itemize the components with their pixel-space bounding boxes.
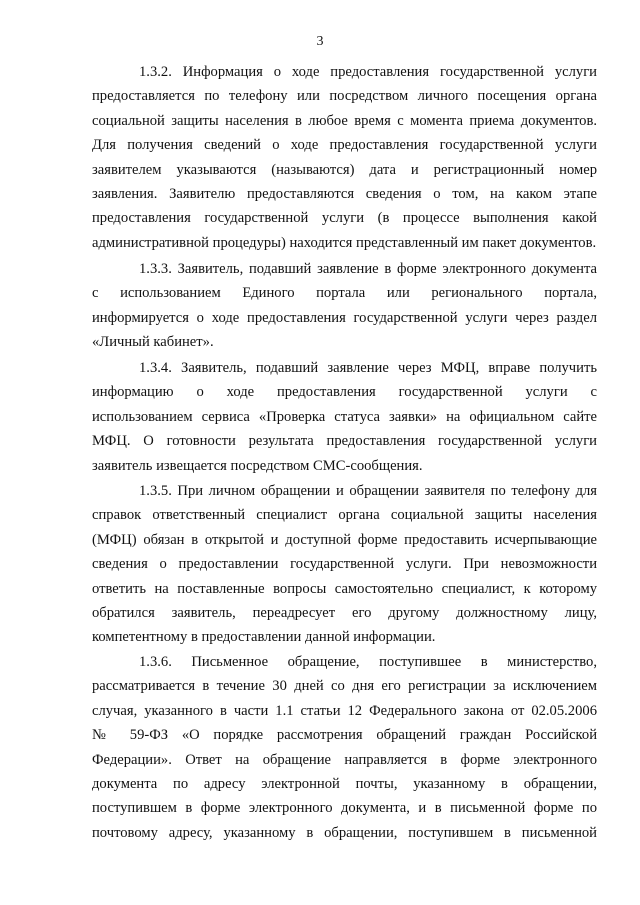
text-line: использованием сервиса «Проверка статуса заявки» на официальном сайте [92,408,597,425]
paragraph-1-3-2 [92,60,597,255]
text-line: № 59-ФЗ «О порядке рассмотрения обращений граждан Российской [92,727,597,744]
text-line: 1.3.4. Заявитель, подавший заявление через МФЦ, вправе получить [139,360,597,376]
text-line: 1.3.6. Письменное обращение, поступившее в министерство, [139,654,597,670]
text-line: документа по адресу электронной почты, указанному в обращении, [92,775,597,792]
paragraph-1-3-6 [92,650,597,845]
text-line: обратился заявитель, переадресует его другому должностному лицу, [92,604,597,621]
page-number: 3 [316,34,324,49]
text-line: административной процедуры) находится представленный им пакет документов. [92,234,597,251]
text-line: предоставления государственной услуги (в процессе выполнения какой [92,210,597,227]
text-line: заявитель извещается посредством СМС-сообщения. [92,457,423,474]
text-line: заявления. Заявителю предоставляются сведения о том, на каком этапе [92,185,597,202]
text-line: с использованием Единого портала или регионального портала, [92,285,597,302]
text-line: социальной защиты населения в любое время с момента приема документов. [92,112,597,129]
text-line: информацию о ходе предоставления государственной услуги с [92,384,597,401]
text-line: информируется о ходе предоставления государственной услуги через раздел [92,309,597,326]
text-line: заявителем указываются (называются) дата и регистрационный номер [92,161,597,178]
text-line: случая, указанного в части 1.1 статьи 12 Федерального закона от 02.05.2006 [92,702,597,719]
text-line: 1.3.3. Заявитель, подавший заявление в форме электронного документа [139,261,597,277]
text-line: сведения о предоставлении государственной услуги. При невозможности [92,556,597,573]
text-line: рассматривается в течение 30 дней со дня его регистрации за исключением [92,678,597,695]
text-line: (МФЦ) обязан в открытой и доступной форме предоставить исчерпывающие [92,531,597,548]
text-line: Федерации». Ответ на обращение направляется в форме электронного [92,751,597,768]
paragraph-1-3-5 [92,479,597,650]
text-line: 1.3.2. Информация о ходе предоставления государственной услуги [139,64,597,80]
text-line: Для получения сведений о ходе предоставления государственной услуги [92,137,597,154]
text-line: «Личный кабинет». [92,334,214,351]
text-line: почтовому адресу, указанному в обращении, поступившем в письменной [92,824,597,841]
text-line: 1.3.5. При личном обращении и обращении заявителя по телефону для [139,483,597,499]
text-line: поступившем в форме электронного документа, и в письменной форме по [92,800,597,817]
paragraph-1-3-4 [92,356,597,478]
text-line: ответить на поставленные вопросы самостоятельно специалист, к которому [92,580,597,597]
text-line: справок ответственный специалист органа социальной защиты населения [92,507,597,524]
text-line: компетентному в предоставлении данной информации. [92,629,436,646]
paragraph-1-3-3 [92,257,597,355]
text-line: предоставляется по телефону или посредством личного посещения органа [92,88,597,105]
text-line: МФЦ. О готовности результата предоставления государственной услуги [92,433,597,450]
